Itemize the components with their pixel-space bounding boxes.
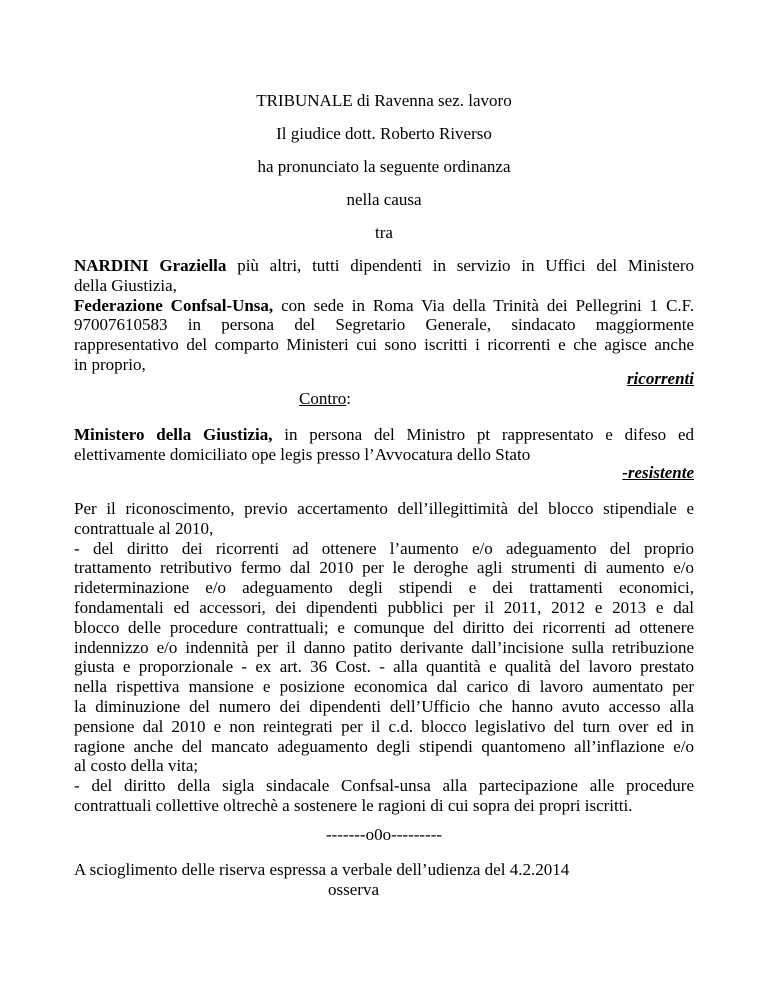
object-line: indennizzo e/o indennità per il danno patito derivante dall’incisione sulla retribuzione <box>74 637 694 657</box>
object-line: - del diritto dei ricorrenti ad ottenere l’aumento e/o adeguamento del proprio <box>74 538 694 558</box>
defendant-role: -resistente <box>622 463 694 482</box>
plaintiffs-line-3: Federazione Confsal-Unsa, con sede in Roma Via della Trinità dei Pellegrini 1 C.F. <box>74 295 695 315</box>
closing-line: A scioglimento delle riserva espressa a verbale dell’udienza del 4.2.2014 <box>74 860 570 879</box>
plaintiffs-line-1: NARDINI Graziella più altri, tutti dipendenti in servizio in Uffici del Ministero <box>74 256 694 275</box>
plaintiffs-line-4: 97007610583 in persona del Segretario Generale, sindacato maggiormente <box>74 315 694 335</box>
observes-word: osserva <box>328 880 379 899</box>
object-line: pensione dal 2010 e non reintegrati per il c.d. blocco legislativo del turn over ed in <box>74 716 694 736</box>
defendant-block <box>74 425 694 465</box>
plaintiff-name-2: Federazione Confsal-Unsa, <box>74 295 274 315</box>
defendant-line-1: Ministero della Giustizia, in persona del Ministro pt rappresentato e difeso ed <box>74 425 694 444</box>
object-line: giusta e proporzionale - ex art. 36 Cost. - alla quantità e qualità del lavoro prestato <box>74 657 694 677</box>
plaintiffs-block <box>74 256 694 375</box>
object-line: - del diritto della sigla sindacale Confsal-unsa alla partecipazione alle procedure <box>74 776 694 796</box>
object-line: al costo della vita; <box>74 756 199 776</box>
object-line: contrattuali collettive oltrechè a sostenere le ragioni di cui sopra dei propri iscritti. <box>74 795 633 815</box>
plaintiffs-line-2: della Giustizia, <box>74 275 177 295</box>
plaintiffs-role: ricorrenti <box>626 369 694 388</box>
plaintiffs-line-5: rappresentativo del comparto Ministeri cui sono iscritti i ricorrenti e che agisce anche <box>74 335 694 355</box>
object-line: Per il riconoscimento, previo accertamento dell’illegittimità del blocco stipendiale e <box>74 499 694 518</box>
object-line: nella rispettiva mansione e posizione economica dal carico di lavoro aumentato per <box>74 677 694 697</box>
court-heading: TRIBUNALE di Ravenna sez. lavoro <box>256 91 512 110</box>
object-line: contrattuale al 2010, <box>74 518 214 538</box>
object-block <box>74 499 694 816</box>
in-case-line: nella causa <box>346 190 422 209</box>
object-line: fondamentali ed accessori, dei dipendenti pubblici per il 2011, 2012 e 2013 e dal <box>74 597 694 617</box>
defendant-name: Ministero della Giustizia, <box>74 425 273 444</box>
object-line: rideterminazione e/o adeguamento degli stipendi e dei trattamenti economici, <box>74 578 694 598</box>
object-line: la diminuzione del numero dei dipendenti dell’Ufficio che hanno avuto accesso alla <box>74 696 694 716</box>
plaintiffs-line-6: in proprio, <box>74 354 146 374</box>
judge-line: Il giudice dott. Roberto Riverso <box>276 124 492 143</box>
between-line: tra <box>375 223 393 242</box>
object-line: trattamento retributivo fermo dal 2010 per le deroghe agli strumenti di aumento e/o <box>74 558 694 578</box>
object-line: ragione anche del mancato adeguamento degli stipendi quantomeno all’inflazione e/o <box>74 736 694 756</box>
plaintiff-name-1: NARDINI Graziella <box>74 256 227 275</box>
separator: -------o0o--------- <box>325 825 443 844</box>
defendant-line-2: elettivamente domiciliato ope legis presso l’Avvocatura dello Stato <box>74 444 531 464</box>
object-line: blocco delle procedure contrattuali; e comunque del diritto dei ricorrenti ad ottenere <box>74 617 694 637</box>
against-label: Contro: <box>299 389 351 408</box>
pronounced-line: ha pronunciato la seguente ordinanza <box>257 157 511 176</box>
